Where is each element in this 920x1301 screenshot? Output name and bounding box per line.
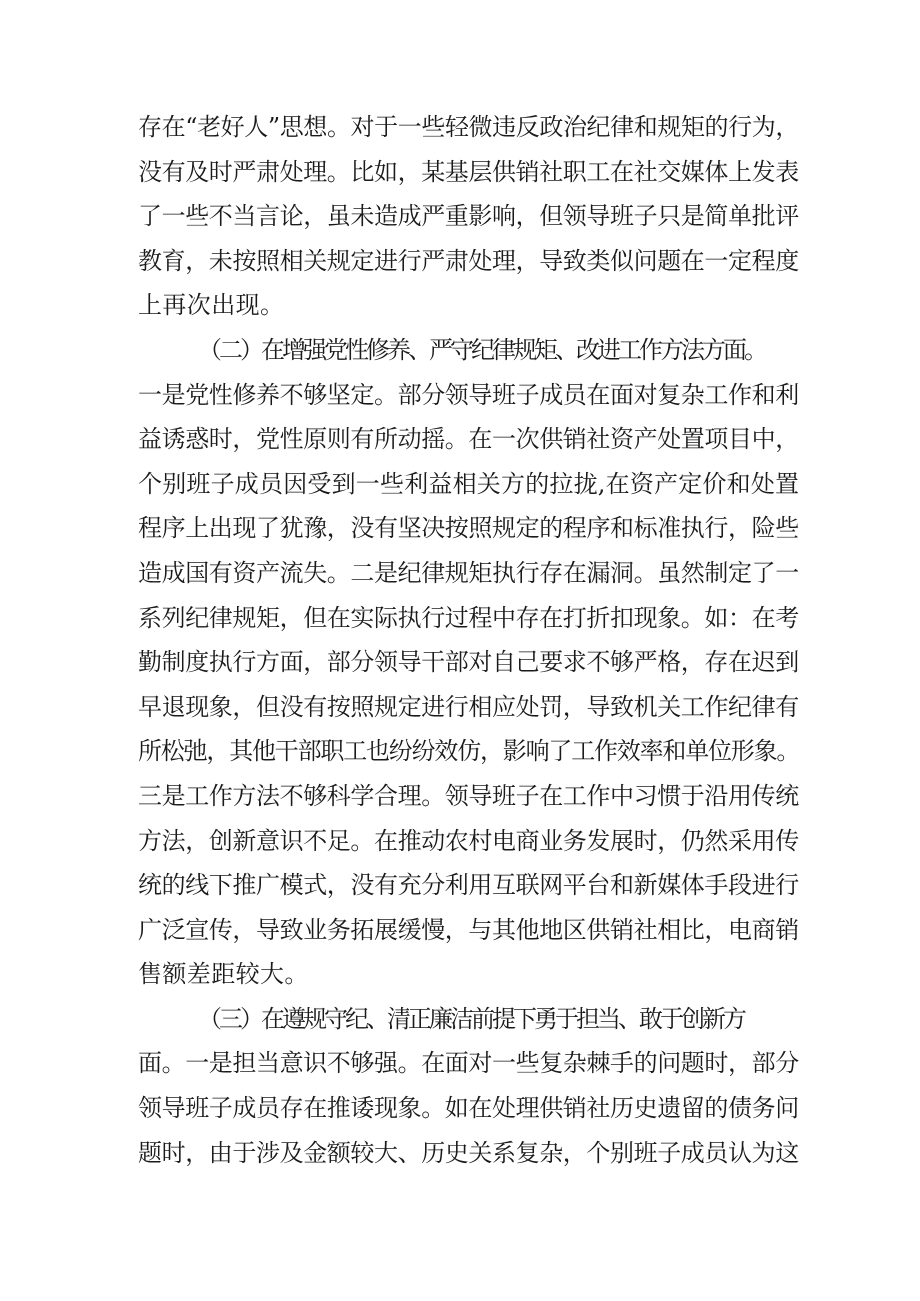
text-line: 上再次出现。 xyxy=(138,291,285,320)
text-line: 领导班子成员存在推诿现象。如在处理供销社历史遗留的债务问 xyxy=(138,1094,799,1123)
paragraph-section-3 xyxy=(138,997,798,1175)
paragraph-section-2 xyxy=(138,328,798,997)
text-line: 没有及时严肃处理。比如，某基层供销社职工在社交媒体上发表 xyxy=(138,157,799,186)
text-line: 一是党性修养不够坚定。部分领导班子成员在面对复杂工作和利 xyxy=(138,380,799,409)
text-line: 了一些不当言论，虽未造成严重影响，但领导班子只是简单批评 xyxy=(138,202,799,231)
text-line: 系列纪律规矩，但在实际执行过程中存在打折扣现象。如：在考 xyxy=(138,603,799,632)
text-line: 售额差距较大。 xyxy=(138,960,309,989)
text-line: 面。一是担当意识不够强。在面对一些复杂棘手的问题时，部分 xyxy=(138,1049,799,1078)
text-line: 程序上出现了犹豫，没有坚决按照规定的程序和标准执行，险些 xyxy=(138,514,799,543)
text-line: 所松弛，其他干部职工也纷纷效仿，影响了工作效率和单位形象。 xyxy=(138,737,800,766)
text-line: 勤制度执行方面，部分领导干部对自己要求不够严格，存在迟到 xyxy=(138,648,799,677)
text-line: 益诱惑时，党性原则有所动摇。在一次供销社资产处置项目中， xyxy=(138,425,799,454)
paragraph-continuation xyxy=(138,105,798,328)
document-body xyxy=(138,105,798,1175)
text-line: 个别班子成员因受到一些利益相关方的拉拢,在资产定价和处置 xyxy=(138,469,800,498)
text-line: 广泛宣传，导致业务拓展缓慢，与其他地区供销社相比，电商销 xyxy=(138,915,799,944)
text-line: 早退现象，但没有按照规定进行相应处罚，导致机关工作纪律有 xyxy=(138,692,799,721)
section-heading-line: （二）在增强党性修养、严守纪律规矩、改进工作方法方面。 xyxy=(198,335,765,364)
text-line: 方法，创新意识不足。在推动农村电商业务发展时，仍然采用传 xyxy=(138,826,799,855)
text-line: 题时，由于涉及金额较大、历史关系复杂，个别班子成员认为这 xyxy=(138,1138,799,1167)
text-line: 存在“老好人”思想。对于一些轻微违反政治纪律和规矩的行为， xyxy=(138,113,799,141)
text-line: 教育，未按照相关规定进行严肃处理，导致类似问题在一定程度 xyxy=(138,246,799,275)
section-heading-line: （三）在遵规守纪、清正廉洁前提下勇于担当、敢于创新方 xyxy=(198,1004,744,1033)
text-line: 三是工作方法不够科学合理。领导班子在工作中习惯于沿用传统 xyxy=(138,781,799,810)
text-line: 造成国有资产流失。二是纪律规矩执行存在漏洞。虽然制定了一 xyxy=(138,558,799,587)
text-line: 统的线下推广模式，没有充分利用互联网平台和新媒体手段进行 xyxy=(138,871,799,900)
